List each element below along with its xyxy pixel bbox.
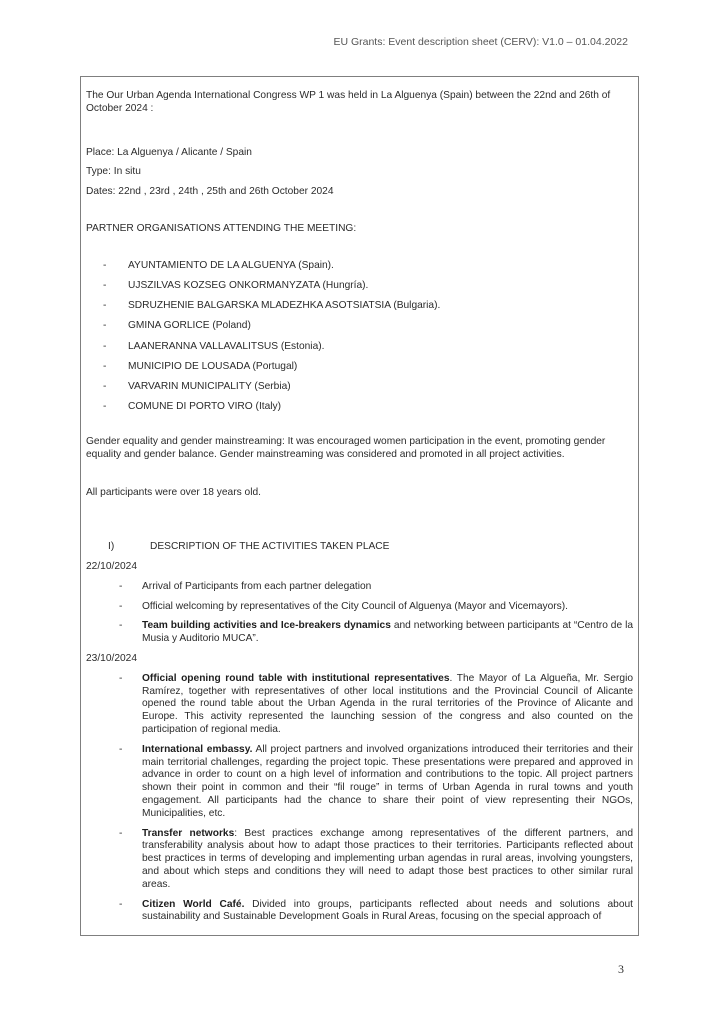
- activity-text: Divided into groups, participants reflected about needs and solutions about sustainability and Sustainable Development Goals in Rural Areas, focusing on the special approach of: [142, 898, 633, 923]
- activity-text: and networking between participants at “Centro de la Musia y Auditorio MUCA”.: [142, 620, 633, 645]
- section-heading: [86, 541, 633, 554]
- list-item: - SDRUZHENIE BALGARSKA MLADEZHKA ASOTSIATSIA (Bulgaria).: [86, 300, 633, 313]
- ages-paragraph: All participants were over 18 years old.: [86, 487, 261, 499]
- intro-paragraph: The Our Urban Agenda International Congress WP 1 was held in La Alguenya (Spain) between the 22nd and 26th of October 2024 :: [86, 90, 611, 114]
- content-frame: [80, 76, 639, 936]
- activity-text: Arrival of Participants from each partner delegation: [142, 580, 372, 592]
- activity-text: : Best practices exchange among representatives of the different partners, and transferability analysis about how to adapt those practices to their territories. Participants reflected about best practices in terms of developing and implementing urban agendas in rural areas, involving youngsters, and about which steps and conditions they will need to adapt those best practices to other similar rural areas.: [142, 827, 633, 890]
- activities-list: [86, 673, 633, 924]
- type-line: Type: In situ: [86, 166, 141, 178]
- list-item: [86, 620, 633, 646]
- list-item: [86, 744, 633, 821]
- list-item: - VARVARIN MUNICIPALITY (Serbia): [86, 381, 633, 394]
- activity-text: All project partners and involved organizations introduced their territories and their main territorial challenges, regarding the project topic. These presentations were prepared and approved in advance in order to count on a high level of information and contributions to the topic. All project partners shown their point in common and their “fil rouge” in terms of Urban Agenda in rural towns and youth engagement. All participants had the chance to share their point of view representing their NGOs, Municipalities, etc.: [142, 743, 633, 819]
- activity-title: Official opening round table with institutional representatives: [142, 672, 450, 684]
- activities-list: [86, 581, 633, 646]
- list-item: [86, 601, 633, 614]
- activity-title: International embassy.: [142, 743, 253, 755]
- activity-title: Team building activities and Ice-breakers dynamics: [142, 620, 391, 632]
- page-header: EU Grants: Event description sheet (CERV): V1.0 – 01.04.2022: [333, 36, 628, 48]
- list-item: [86, 828, 633, 892]
- date-heading: 22/10/2024: [86, 561, 137, 573]
- place-line: Place: La Alguenya / Alicante / Spain: [86, 146, 252, 158]
- list-item: - AYUNTAMIENTO DE LA ALGUENYA (Spain).: [86, 260, 633, 273]
- date-heading: 23/10/2024: [86, 653, 137, 665]
- list-item: - MUNICIPIO DE LOUSADA (Portugal): [86, 361, 633, 374]
- activity-text: . The Mayor of La Algueña, Mr. Sergio Ramírez, together with representatives of other local institutions and the Provincial Council of Alicante opened the round table about the Urban Agenda in the rural territories of the Province of Alicante and Europe. This activity represented the launching session of the congress and also counted on the participation of regional media.: [142, 672, 633, 736]
- activity-text: Official welcoming by representatives of the City Council of Alguenya (Mayor and Vicemayors).: [142, 600, 568, 612]
- section-number: I): [108, 541, 115, 553]
- list-item: - LAANERANNA VALLAVALITSUS (Estonia).: [86, 341, 633, 354]
- list-item: - COMUNE DI PORTO VIRO (Italy): [86, 401, 633, 414]
- list-item: - UJSZILVAS KOZSEG ONKORMANYZATA (Hungría).: [86, 280, 633, 293]
- activity-title: Citizen World Café.: [142, 898, 245, 910]
- list-item: [86, 581, 633, 594]
- list-item: - GMINA GORLICE (Poland): [86, 320, 633, 333]
- page-number: 3: [618, 962, 624, 976]
- dates-line: Dates: 22nd , 23rd , 24th , 25th and 26th October 2024: [86, 186, 334, 198]
- partners-title: PARTNER ORGANISATIONS ATTENDING THE MEETING:: [86, 222, 357, 234]
- list-item: [86, 899, 633, 925]
- activity-title: Transfer networks: [142, 827, 235, 839]
- content-body: [86, 90, 633, 931]
- section-title: DESCRIPTION OF THE ACTIVITIES TAKEN PLACE: [150, 541, 390, 553]
- list-item: [86, 673, 633, 737]
- partners-list: [86, 260, 633, 414]
- gender-paragraph: Gender equality and gender mainstreaming: It was encouraged women participation in the event, promoting gender equality and gender balance. Gender mainstreaming was considered and promoted in all project activities.: [86, 435, 606, 460]
